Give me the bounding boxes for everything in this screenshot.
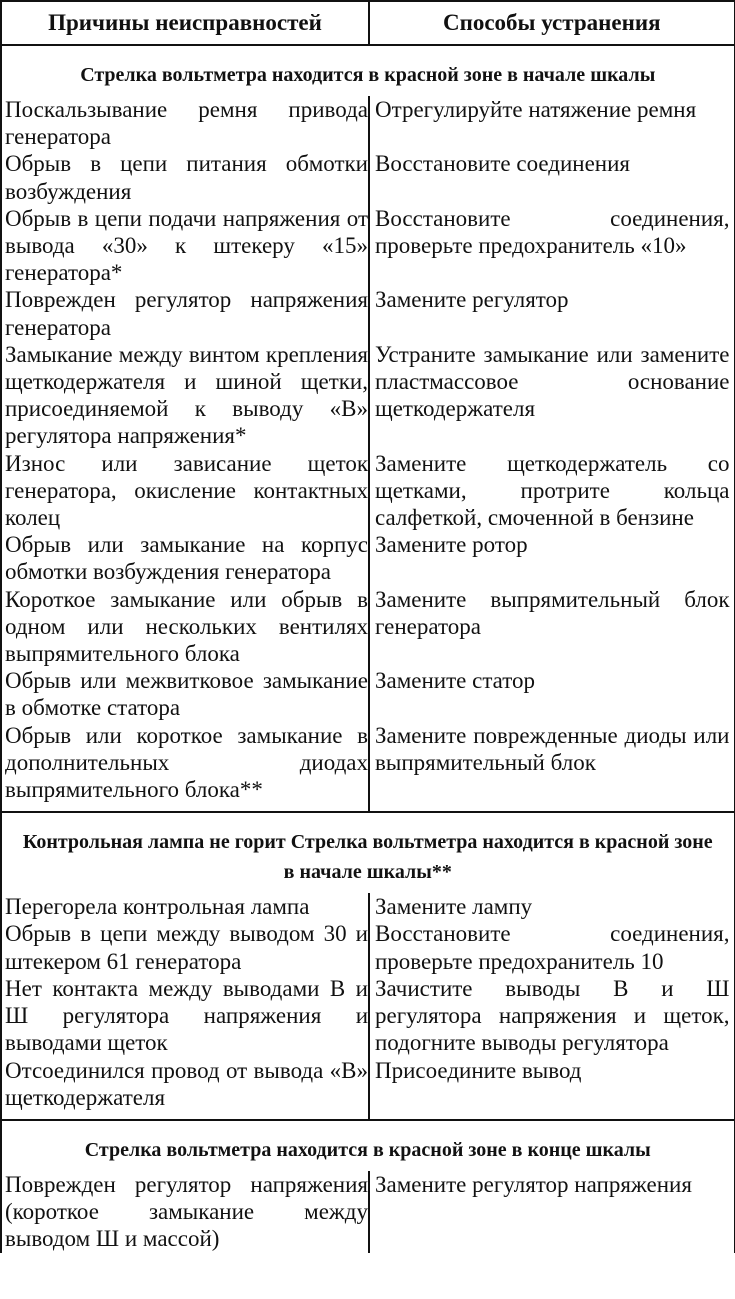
section-title-row xyxy=(1,1120,734,1171)
section-2 xyxy=(1,812,734,1120)
remedy-cell: Замените ротор xyxy=(375,532,528,558)
cause-cell: Поврежден регулятор напряжения (короткое замыкание между выводом Ш и массой) xyxy=(1,1171,369,1253)
remedy-cell: Замените щеткодержатель со щетками, протрите кольца салфеткой, смоченной в бензине xyxy=(375,450,730,531)
remedy-cell: Отрегулируйте натяжение ремня xyxy=(375,97,697,122)
section-title-row xyxy=(1,812,734,893)
remedy-cell: Восстановите соединения xyxy=(375,151,630,177)
table-row xyxy=(1,341,734,450)
cause-cell: Износ или зависание щеток генератора, окисление контактных колец xyxy=(1,450,369,532)
cause-cell: Отсоединился провод от вывода «В» щеткодержателя xyxy=(1,1057,369,1111)
table-header-row xyxy=(1,1,734,45)
section-title: Контрольная лампа не горит Стрелка вольтметра находится в красной зоне в начале шкалы** xyxy=(1,812,734,893)
section-title: Стрелка вольтметра находится в красной зоне в конце шкалы xyxy=(1,1120,734,1171)
cause-cell: Обрыв в цепи подачи напряжения от вывода «30» к штекеру «15» генератора* xyxy=(1,205,369,287)
cause-cell: Поврежден регулятор напряжения генератора xyxy=(1,286,369,340)
remedy-cell: Устраните замыкание или замените пластмассовое основание щеткодержателя xyxy=(375,341,730,422)
remedy-cell: Замените регулятор напряжения xyxy=(375,1171,692,1197)
cause-cell: Обрыв или короткое замыкание в дополнительных диодах выпрямительного блока** xyxy=(1,722,369,804)
section-title: Стрелка вольтметра находится в красной зоне в начале шкалы xyxy=(80,64,656,86)
cause-cell: Нет контакта между выводами В и Ш регулятора напряжения и выводами щеток xyxy=(1,975,369,1057)
table-row xyxy=(1,667,734,721)
table-row xyxy=(1,893,734,920)
remedy-cell: Восстановите соединения, проверьте предохранитель «10» xyxy=(375,205,730,259)
remedy-cell: Восстановите соединения, проверьте предохранитель 10 xyxy=(375,921,730,974)
remedy-cell: Замените поврежденные диоды или выпрямительный блок xyxy=(375,722,730,775)
cause-cell: Обрыв в цепи между выводом 30 и штекером 61 генератора xyxy=(1,920,369,974)
cause-cell: Поскальзывание ремня привода генератора xyxy=(1,96,369,150)
table-row xyxy=(1,1057,734,1111)
cause-cell: Короткое замыкание или обрыв в одном или нескольких вентилях выпрямительного блока xyxy=(1,586,369,668)
header-remedies: Способы устранения xyxy=(369,1,734,45)
table-row xyxy=(1,920,734,974)
section-3 xyxy=(1,1120,734,1253)
cause-cell: Обрыв или замыкание на корпус обмотки возбуждения генератора xyxy=(1,531,369,585)
table-row xyxy=(1,975,734,1057)
table-row xyxy=(1,531,734,585)
table-row xyxy=(1,1171,734,1253)
cause-cell: Обрыв в цепи питания обмотки возбуждения xyxy=(1,150,369,204)
table-row xyxy=(1,205,734,287)
remedy-cell: Зачистите выводы В и Ш регулятора напряжения и щеток, подогните выводы регулятора xyxy=(375,975,730,1056)
remedy-cell: Замените лампу xyxy=(375,894,533,920)
table-row xyxy=(1,150,734,204)
section-1 xyxy=(1,45,734,812)
row-gap xyxy=(1,803,734,812)
section-title-row xyxy=(1,45,734,96)
table-row xyxy=(1,96,734,150)
cause-cell: Обрыв или межвитковое замыкание в обмотке статора xyxy=(1,667,369,721)
remedy-cell: Присоедините вывод xyxy=(375,1057,582,1083)
table-row xyxy=(1,722,734,804)
cause-cell: Замыкание между винтом крепления щеткодержателя и шиной щетки, присоединяемой к выводу «В» регулятора напряжения* xyxy=(1,341,369,450)
table-row xyxy=(1,586,734,668)
remedy-cell: Замените статор xyxy=(375,668,536,694)
remedy-cell: Замените регулятор xyxy=(375,287,569,313)
table-row xyxy=(1,450,734,532)
row-gap xyxy=(1,1111,734,1120)
header-causes: Причины неисправностей xyxy=(1,1,369,45)
remedy-cell: Замените выпрямительный блок генератора xyxy=(375,586,730,639)
table-row xyxy=(1,286,734,340)
cause-cell: Перегорела контрольная лампа xyxy=(1,893,369,920)
